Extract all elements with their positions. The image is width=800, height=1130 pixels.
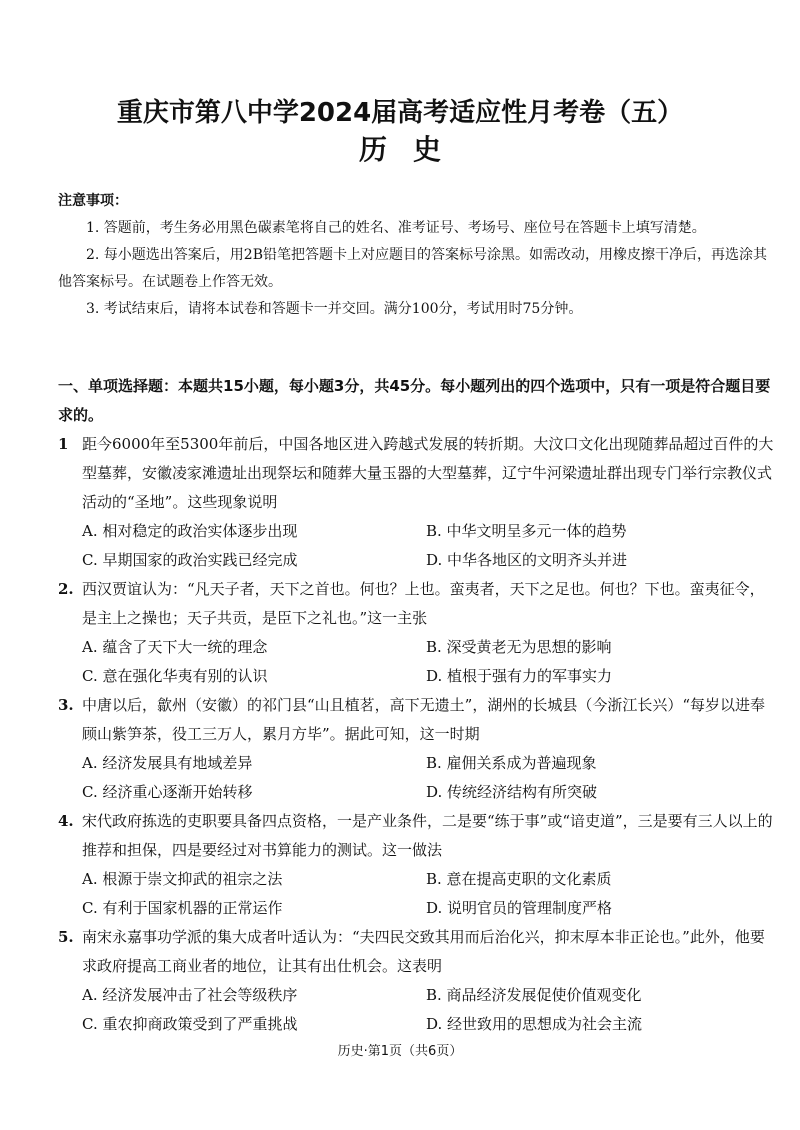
questions-list	[58, 430, 776, 1039]
notice-item-1: 1. 答题前，考生务必用黑色碳素笔将自己的姓名、准考证号、考场号、座位号在答题卡上填写清楚。	[86, 220, 706, 236]
options	[58, 517, 776, 575]
option-c: C. 经济重心逐渐开始转移	[82, 783, 253, 801]
question-number: 2.	[58, 580, 74, 598]
option-a: A. 经济发展冲击了社会等级秩序	[82, 986, 298, 1004]
question-stem: 西汉贾谊认为：“凡天子者，天下之首也。何也？上也。蛮夷者，天下之足也。何也？下也。蛮夷征令，是主上之操也；天子共贡，是臣下之礼也。”这一主张	[82, 580, 765, 627]
option-b: B. 意在提高吏职的文化素质	[426, 870, 612, 888]
option-a: A. 蕴含了天下大一统的理念	[82, 638, 268, 656]
option-d: D. 传统经济结构有所突破	[426, 783, 598, 801]
options	[58, 981, 776, 1039]
option-c: C. 意在强化华夷有别的认识	[82, 667, 268, 685]
question-3	[58, 691, 776, 807]
question-stem: 南宋永嘉事功学派的集大成者叶适认为：“夫四民交致其用而后治化兴，抑末厚本非正论也。”此外，他要求政府提高工商业者的地位，让其有出仕机会。这表明	[82, 928, 765, 975]
option-d: D. 说明官员的管理制度严格	[426, 899, 613, 917]
question-stem: 距今6000年至5300年前后，中国各地区进入跨越式发展的转折期。大汶口文化出现随葬品超过百件的大型墓葬，安徽凌家滩遗址出现祭坛和随葬大量玉器的大型墓葬，辽宁牛河梁遗址群出现专门举行宗教仪式活动的“圣地”。这些现象说明	[82, 435, 774, 511]
subject-title: 历史	[358, 133, 467, 166]
option-b: B. 雇佣关系成为普遍现象	[426, 754, 597, 772]
notice-heading: 注意事项：	[58, 193, 128, 209]
option-c: C. 重农抑商政策受到了严重挑战	[82, 1015, 298, 1033]
options	[58, 749, 776, 807]
option-a: A. 根源于崇文抑武的祖宗之法	[82, 870, 283, 888]
question-stem: 宋代政府拣选的吏职要具备四点资格，一是产业条件，二是要“练于事”或“谙吏道”，三是要有三人以上的推荐和担保，四是要经过对书算能力的测试。这一做法	[82, 812, 773, 859]
notice-block	[58, 188, 774, 323]
option-c: C. 早期国家的政治实践已经完成	[82, 551, 298, 569]
question-1	[58, 430, 776, 575]
question-number: 3.	[58, 696, 74, 714]
option-c: C. 有利于国家机器的正常运作	[82, 899, 283, 917]
notice-item-3: 3. 考试结束后，请将本试卷和答题卡一并交回。满分100分，考试用时75分钟。	[86, 301, 583, 317]
notice-item-2: 2. 每小题选出答案后，用2B铅笔把答题卡上对应题目的答案标号涂黑。如需改动，用橡皮擦干净后，再选涂其他答案标号。在试题卷上作答无效。	[58, 247, 768, 290]
page-footer: 历史·第1页（共6页）	[337, 1044, 463, 1059]
option-b: B. 深受黄老无为思想的影响	[426, 638, 612, 656]
option-a: A. 相对稳定的政治实体逐步出现	[82, 522, 298, 540]
option-b: B. 商品经济发展促使价值观变化	[426, 986, 642, 1004]
question-number: 4.	[58, 812, 74, 830]
option-d: D. 中华各地区的文明齐头并进	[426, 551, 628, 569]
option-b: B. 中华文明呈多元一体的趋势	[426, 522, 627, 540]
options	[58, 865, 776, 923]
option-d: D. 植根于强有力的军事实力	[426, 667, 613, 685]
question-number: 1	[58, 435, 69, 453]
options	[58, 633, 776, 691]
option-d: D. 经世致用的思想成为社会主流	[426, 1015, 643, 1033]
question-5	[58, 923, 776, 1039]
exam-title: 重庆市第八中学2024届高考适应性月考卷（五）	[116, 98, 684, 128]
section-heading: 一、单项选择题：本题共15小题，每小题3分，共45分。每小题列出的四个选项中，只有一项是符合题目要求的。	[58, 377, 771, 424]
question-2	[58, 575, 776, 691]
question-stem: 中唐以后，歙州（安徽）的祁门县“山且植茗，高下无遗土”，湖州的长城县（今浙江长兴）“每岁以进奉顾山紫笋茶，役工三万人，累月方毕”。据此可知，这一时期	[82, 696, 766, 743]
question-number: 5.	[58, 928, 74, 946]
option-a: A. 经济发展具有地域差异	[82, 754, 253, 772]
question-4	[58, 807, 776, 923]
